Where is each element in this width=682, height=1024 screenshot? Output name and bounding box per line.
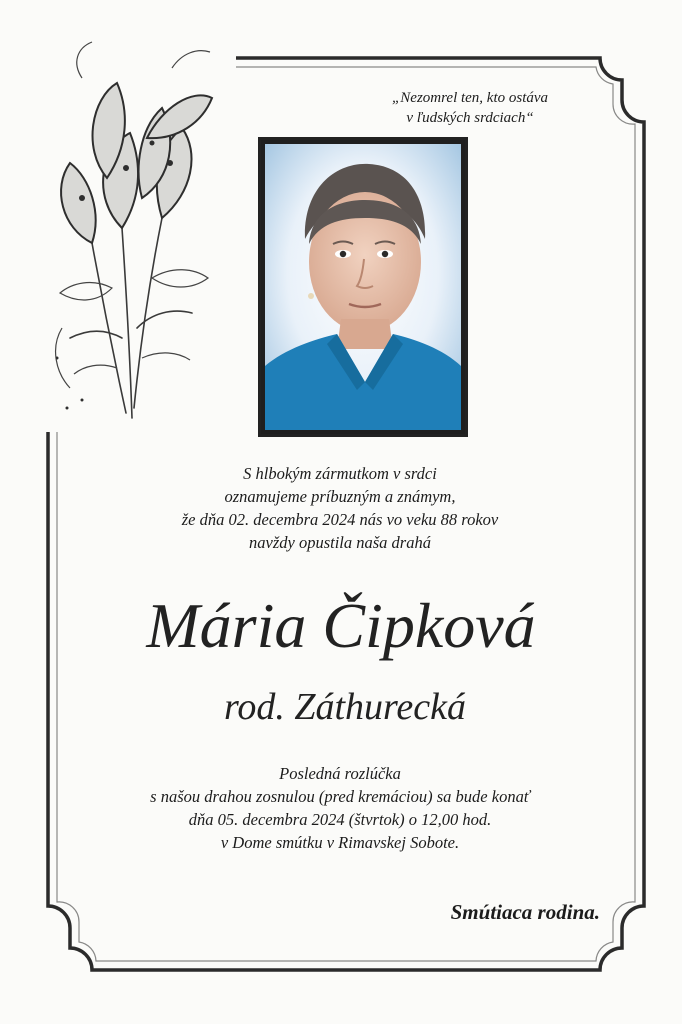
portrait-photo: [265, 144, 461, 430]
death-announcement: [120, 462, 560, 554]
lily-bouquet-illustration: [22, 28, 232, 423]
announcement-line-1: S hlbokým zármutkom v srdci: [243, 464, 437, 483]
announcement-line-3: že dňa 02. decembra 2024 nás vo veku 88 rokov: [181, 510, 499, 529]
announcement-line-4: navždy opustila naša drahá: [249, 533, 431, 552]
funeral-details-line-2: s našou drahou zosnulou (pred kremáciou) sa bude konať: [150, 787, 530, 806]
family-signature: Smútiaca rodina.: [450, 900, 600, 924]
funeral-details-line-1: Posledná rozlúčka: [279, 764, 401, 783]
memorial-quote-line-2: v ľudských srdciach“: [406, 110, 534, 126]
portrait-photo-frame: [258, 137, 468, 437]
memorial-quote-line-1: „Nezomrel ten, kto ostáva: [391, 90, 549, 106]
funeral-details: [90, 762, 590, 854]
funeral-details-line-3: dňa 05. decembra 2024 (štvrtok) o 12,00 hod.: [188, 810, 492, 829]
deceased-maiden-name: rod. Záthurecká: [223, 686, 467, 728]
funeral-details-line-4: v Dome smútku v Rimavskej Sobote.: [220, 833, 460, 852]
announcement-line-2: oznamujeme príbuzným a známym,: [224, 487, 456, 506]
deceased-name: Mária Čipková: [146, 590, 536, 661]
memorial-quote: [340, 88, 600, 128]
